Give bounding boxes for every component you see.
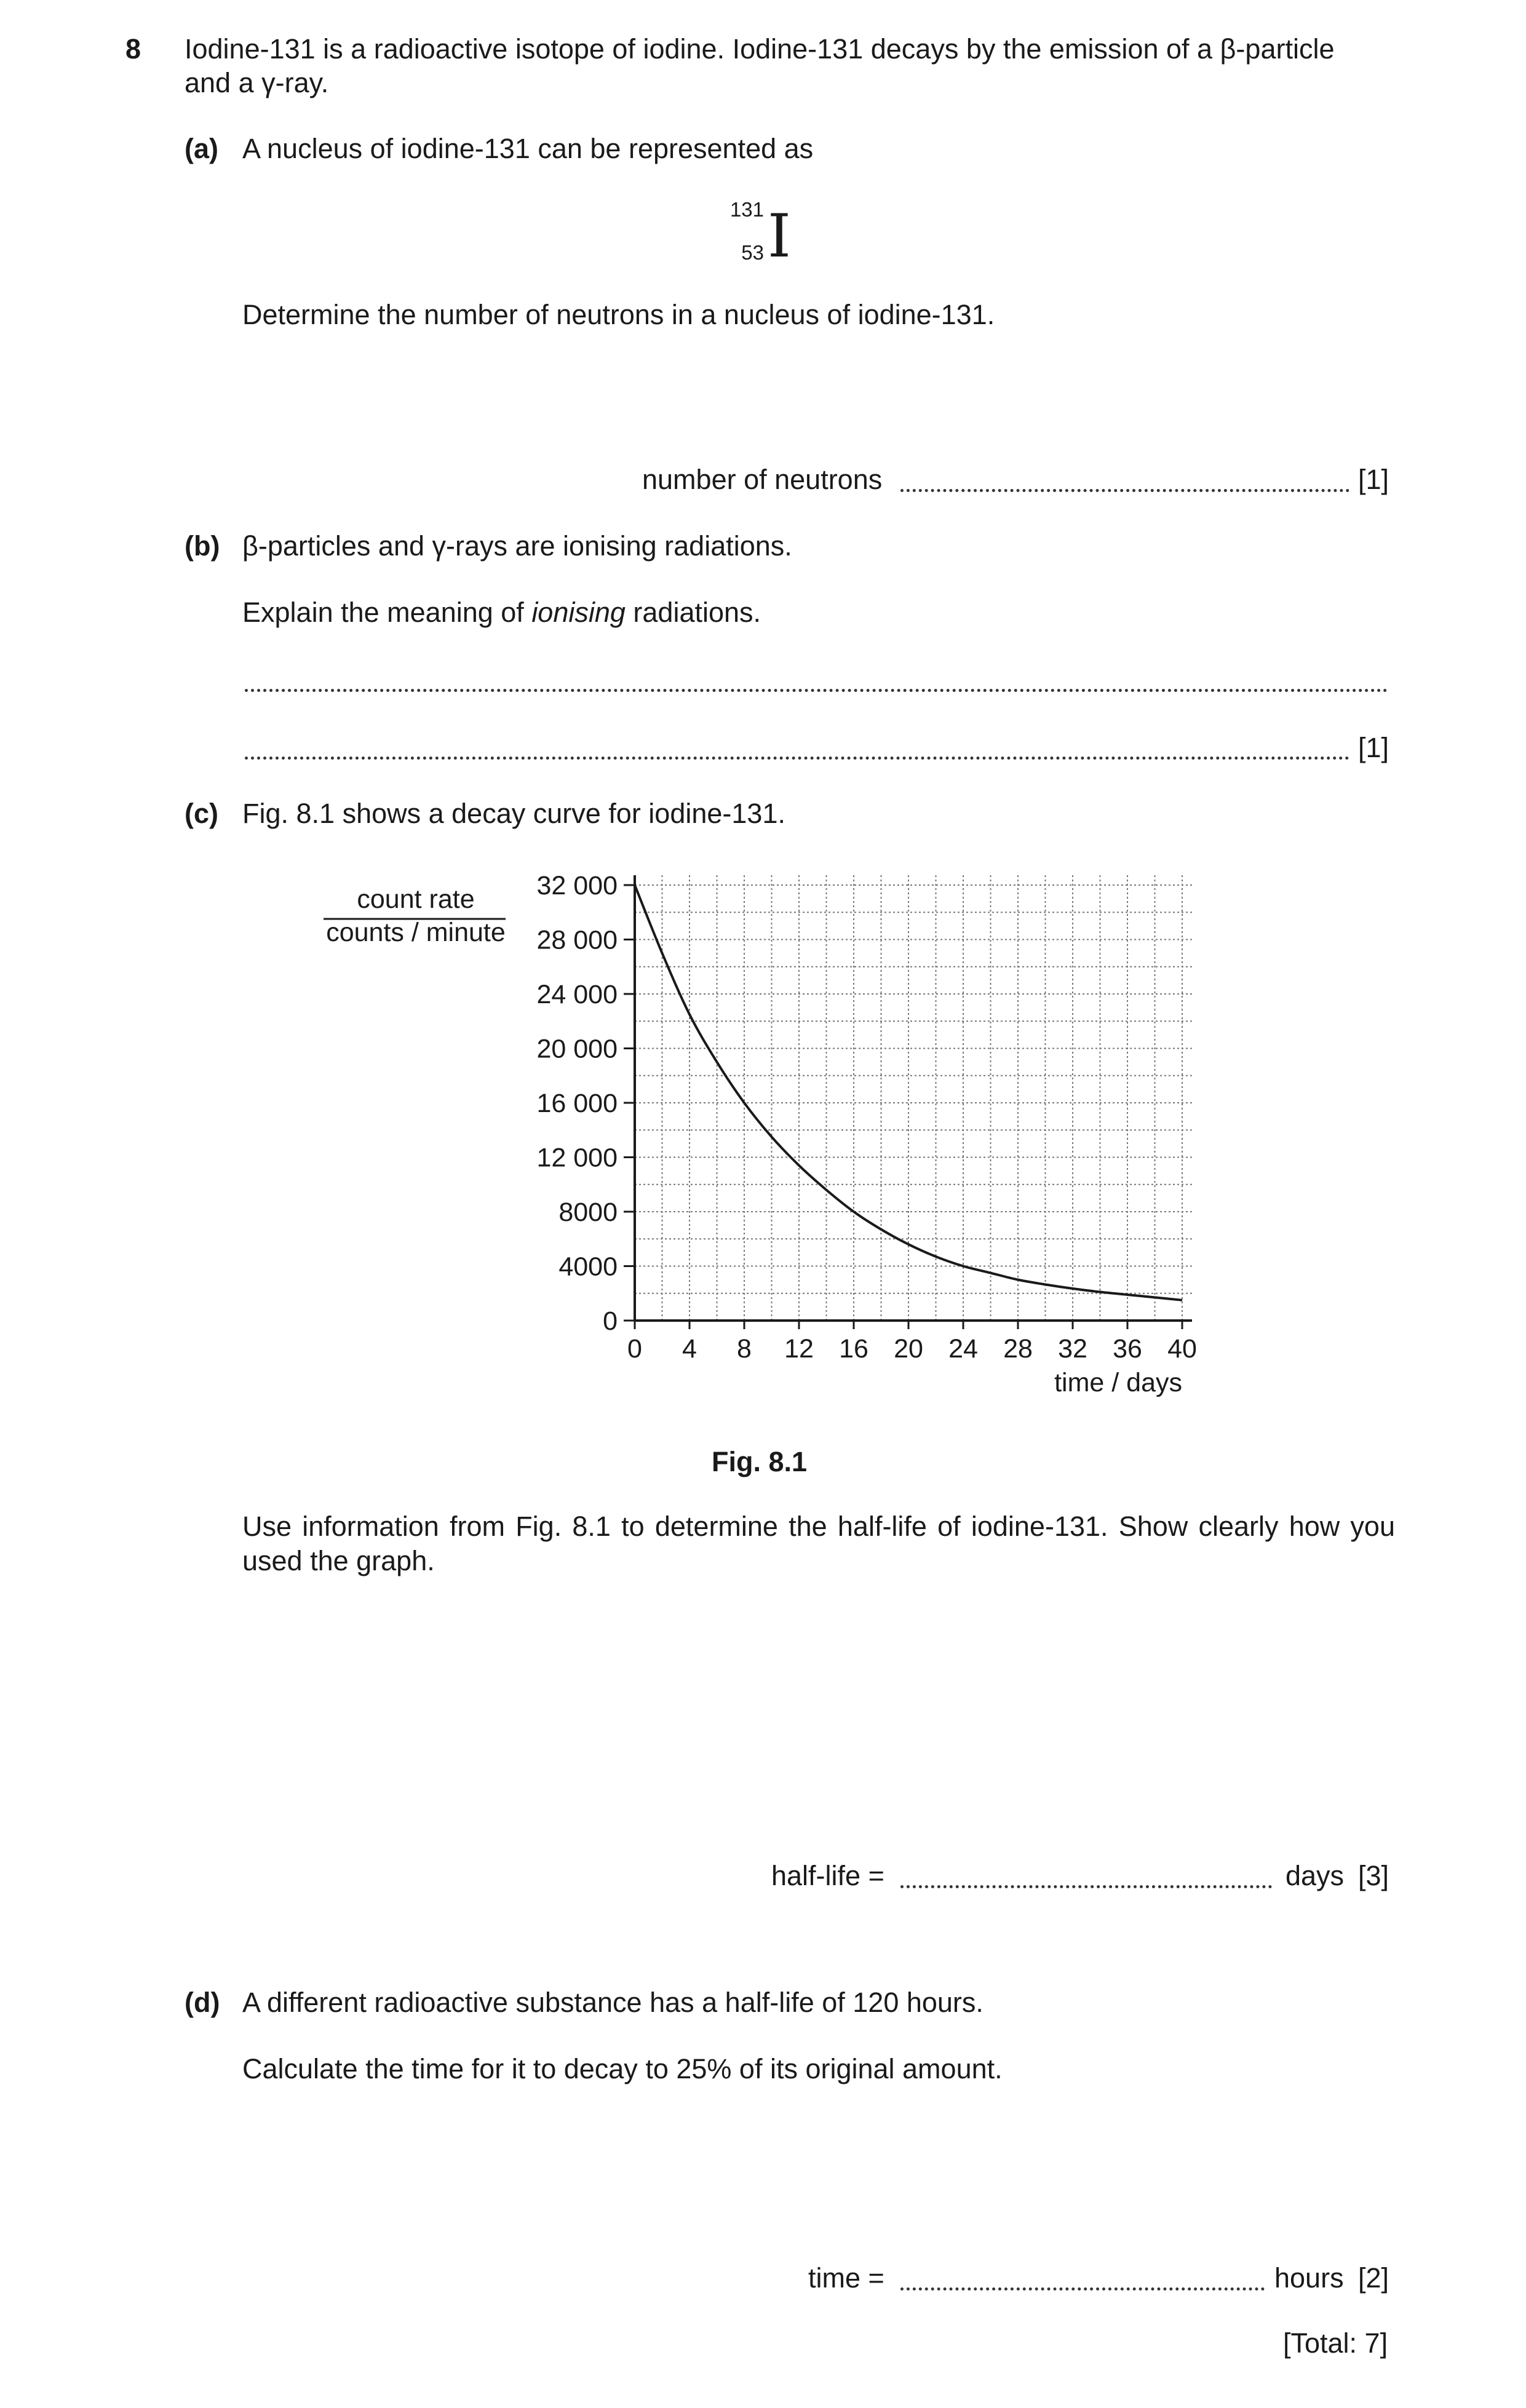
y-tick-label: 16 000: [536, 1089, 618, 1118]
y-tick-label: 24 000: [536, 980, 618, 1009]
part-d-text: A different radioactive substance has a half-life of 120 hours.: [242, 1987, 984, 2018]
figure-caption: Fig. 8.1: [712, 1446, 808, 1477]
y-tick-label: 4000: [558, 1252, 618, 1282]
x-axis-label: time / days: [1054, 1368, 1182, 1397]
question-intro: Iodine-131 is a radioactive isotope of iodine. Iodine-131 decays by the emission of a β-particle: [185, 33, 1335, 65]
x-tick-label: 24: [948, 1334, 978, 1364]
chart-axes: [635, 875, 1192, 1321]
y-axis-label: [324, 884, 506, 947]
part-c-text: Fig. 8.1 shows a decay curve for iodine-131.: [242, 798, 785, 829]
x-tick-label: 16: [839, 1334, 868, 1364]
time-answer-line[interactable]: [900, 2287, 1265, 2291]
part-a-label: (a): [185, 133, 218, 164]
y-tick-label: 0: [603, 1306, 618, 1336]
x-tick-label: 28: [1003, 1334, 1033, 1364]
part-a-text: A nucleus of iodine-131 can be represented as: [242, 133, 814, 164]
y-tick-label: 32 000: [536, 871, 618, 900]
neutrons-answer-label: number of neutrons: [642, 464, 883, 495]
x-tick-label: 12: [784, 1334, 814, 1364]
part-a-marks: [1]: [1358, 464, 1389, 495]
time-unit: hours: [1274, 2262, 1344, 2294]
part-d-marks: [2]: [1358, 2262, 1389, 2294]
part-b-text: β-particles and γ-rays are ionising radiations.: [242, 530, 792, 562]
part-c-marks: [3]: [1358, 1860, 1389, 1891]
y-axis-label-denominator: counts / minute: [326, 918, 506, 947]
y-tick-label: 12 000: [536, 1143, 618, 1173]
element-symbol: I: [768, 202, 791, 271]
question-intro-continued: and a γ-ray.: [185, 67, 329, 98]
atomic-number: 53: [741, 241, 764, 264]
half-life-answer-line[interactable]: [900, 1885, 1272, 1888]
y-tick-label: 28 000: [536, 925, 618, 955]
total-marks: [Total: 7]: [1283, 2327, 1388, 2359]
part-c-instruction: Use information from Fig. 8.1 to determine the half-life of iodine-131. Show clearly how you used the graph.: [242, 1511, 1395, 1576]
mass-number: 131: [729, 198, 764, 221]
half-life-answer-label: half-life =: [771, 1860, 884, 1891]
instruction-text-after: radiations.: [625, 597, 761, 628]
part-c-label: (c): [185, 798, 218, 829]
time-answer-label: time =: [808, 2262, 884, 2294]
part-b-label: (b): [185, 530, 220, 562]
half-life-unit: days: [1286, 1860, 1345, 1891]
x-tick-label: 40: [1167, 1334, 1197, 1364]
x-tick-label: 36: [1113, 1334, 1142, 1364]
x-tick-label: 32: [1058, 1334, 1087, 1364]
part-d-label: (d): [185, 1987, 220, 2018]
y-tick-label: 20 000: [536, 1034, 618, 1064]
y-tick-label: 8000: [558, 1198, 618, 1227]
x-tick-label: 8: [737, 1334, 752, 1364]
instruction-italic-word: ionising: [531, 597, 626, 628]
chart-grid: [635, 875, 1192, 1321]
part-a-instruction: Determine the number of neutrons in a nucleus of iodine-131.: [242, 299, 995, 330]
x-tick-label: 0: [627, 1334, 642, 1364]
y-axis-label-numerator: count rate: [357, 884, 475, 914]
instruction-text-before: Explain the meaning of: [242, 597, 532, 628]
part-d-instruction: Calculate the time for it to decay to 25% of its original amount.: [242, 2053, 1003, 2084]
x-tick-label: 20: [894, 1334, 923, 1364]
part-b-marks: [1]: [1358, 732, 1389, 763]
question-number: 8: [125, 33, 141, 65]
x-tick-label: 4: [682, 1334, 697, 1364]
